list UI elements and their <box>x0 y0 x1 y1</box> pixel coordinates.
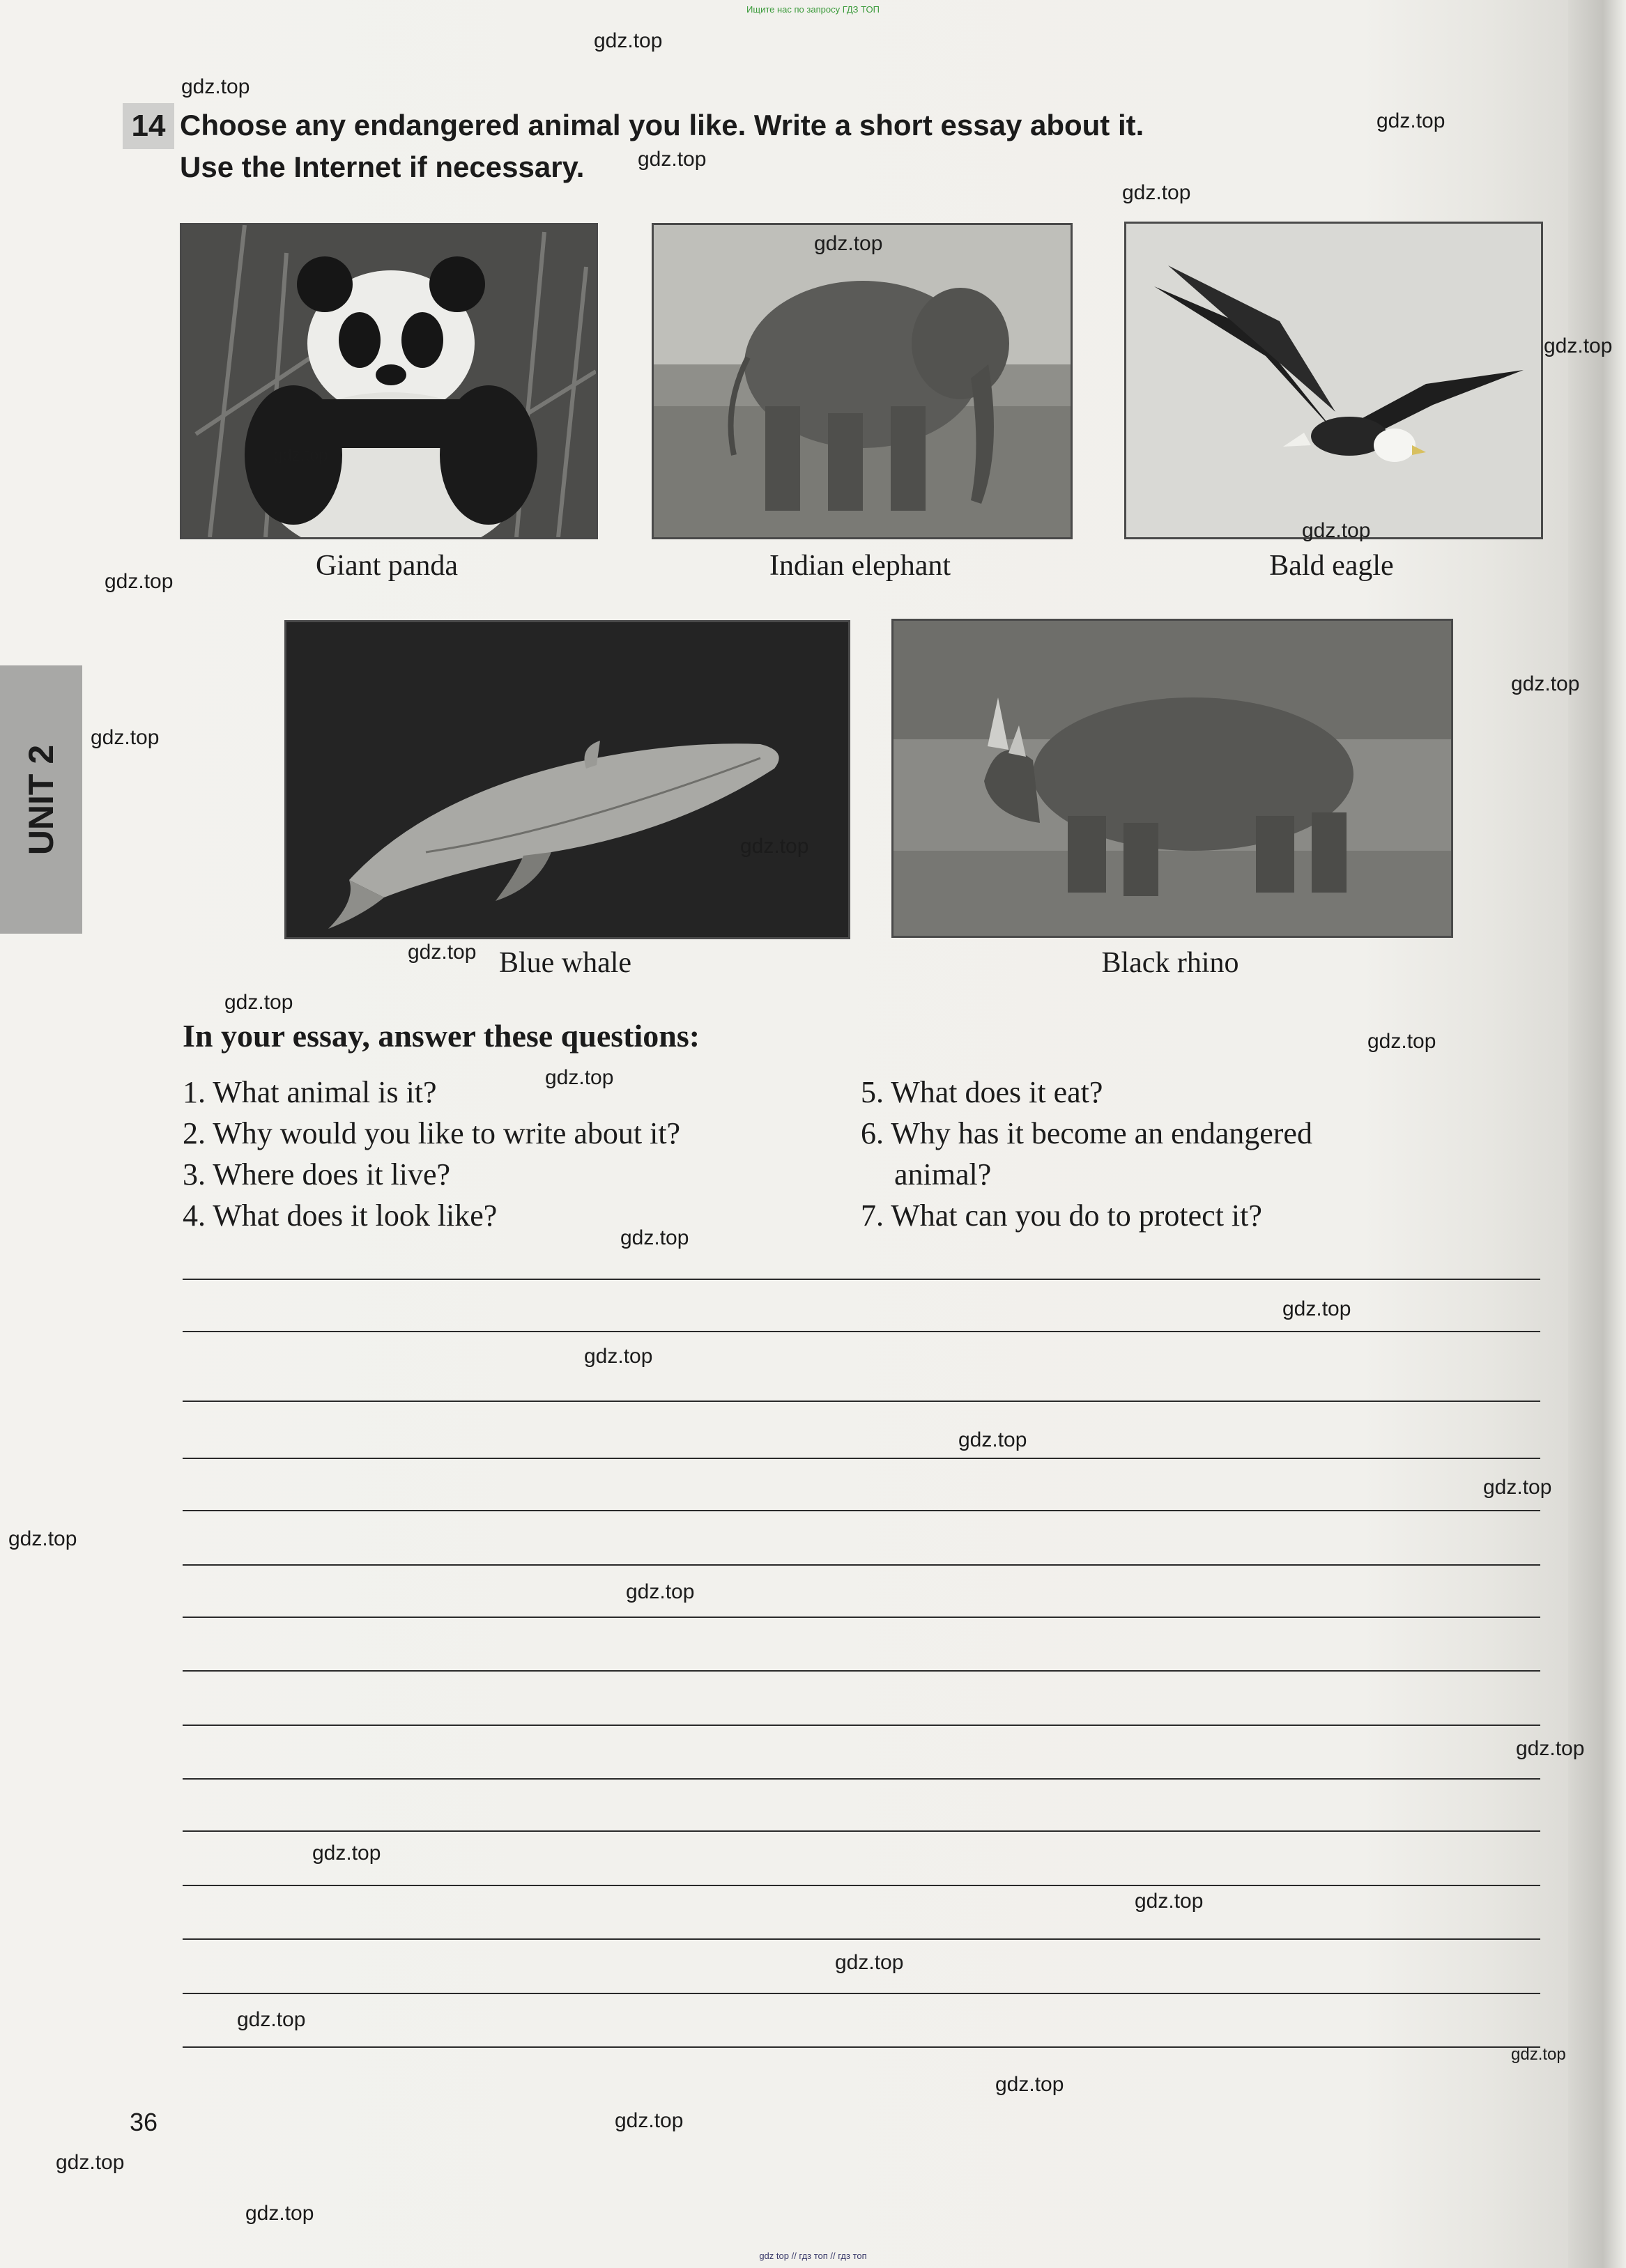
footer-note: gdz top // гдз топ // гдз топ <box>759 2251 867 2261</box>
bald-eagle-caption: Bald eagle <box>1269 550 1394 582</box>
question-6: 6. Why has it become an endangered <box>861 1116 1312 1150</box>
watermark: gdz.top <box>615 2109 684 2132</box>
answer-line[interactable] <box>183 1617 1540 1618</box>
giant-panda-caption: Giant panda <box>315 550 459 582</box>
answer-line[interactable] <box>183 1279 1540 1280</box>
watermark: gdz.top <box>312 1842 381 1865</box>
answer-line[interactable] <box>183 1670 1540 1672</box>
instruction-line-1: Choose any endangered animal you like. Write a short essay about it. <box>180 109 1144 141</box>
watermark: gdz.top <box>835 1951 904 1974</box>
watermark: gdz.top <box>740 835 809 858</box>
watermark: gdz.top <box>545 1066 614 1089</box>
blue-whale-caption: Blue whale <box>498 947 632 979</box>
answer-line[interactable] <box>183 1331 1540 1332</box>
exercise-instruction <box>180 105 1365 188</box>
watermark: gdz.top <box>1376 109 1445 132</box>
watermark: gdz.top <box>105 570 174 593</box>
page-number: 36 <box>130 2108 158 2136</box>
blue-whale-photo <box>284 620 850 939</box>
watermark: gdz.top <box>1282 1297 1351 1320</box>
watermark: gdz.top <box>1135 1890 1204 1913</box>
watermark: gdz.top <box>1367 1030 1436 1053</box>
answer-line[interactable] <box>183 1401 1540 1402</box>
indian-elephant-caption: Indian elephant <box>769 550 951 582</box>
answer-line[interactable] <box>183 1510 1540 1511</box>
black-rhino-caption: Black rhino <box>1101 947 1239 979</box>
instruction-line-2: Use the Internet if necessary. <box>180 151 585 183</box>
watermark: gdz.top <box>1516 1737 1585 1760</box>
unit-tab-label: UNIT 2 <box>22 744 61 855</box>
watermark: gdz.top <box>1511 672 1580 695</box>
bald-eagle-photo <box>1124 222 1543 539</box>
answer-line[interactable] <box>183 1564 1540 1566</box>
watermark: gdz.top <box>91 726 160 749</box>
black-rhino-photo <box>891 619 1453 938</box>
question-7: 7. What can you do to protect it? <box>861 1198 1262 1233</box>
watermark: gdz.top <box>995 2073 1064 2096</box>
watermark: gdz.top <box>1544 334 1613 357</box>
unit-tab <box>0 665 82 934</box>
answer-line[interactable] <box>183 1938 1540 1940</box>
watermark: gdz.top <box>620 1226 689 1249</box>
watermark: gdz.top <box>958 1428 1027 1451</box>
watermark: gdz.top <box>1483 1476 1552 1499</box>
watermark: gdz.top <box>56 2151 125 2174</box>
exercise-number: 14 <box>123 103 174 149</box>
watermark: gdz.top <box>245 2202 314 2225</box>
watermark: gdz.top <box>408 941 477 964</box>
answer-line[interactable] <box>183 1830 1540 1832</box>
watermark: gdz.top <box>181 75 250 98</box>
header-note: Ищите нас по запросу ГДЗ ТОП <box>746 4 880 15</box>
watermark: gdz.top <box>237 2008 306 2031</box>
question-1: 1. What animal is it? <box>183 1075 437 1109</box>
watermark: gdz.top <box>1302 519 1371 542</box>
question-4: 4. What does it look like? <box>183 1198 498 1233</box>
watermark: gdz.top <box>594 29 663 52</box>
questions-right-column <box>861 1072 1312 1236</box>
question-5: 5. What does it eat? <box>861 1075 1103 1109</box>
question-6-continued: animal? <box>894 1157 992 1191</box>
answer-line[interactable] <box>183 1458 1540 1459</box>
answer-line[interactable] <box>183 1725 1540 1726</box>
watermark: gdz.top <box>626 1580 695 1603</box>
questions-left-column <box>183 1072 680 1236</box>
question-2: 2. Why would you like to write about it? <box>183 1116 681 1150</box>
watermark: gdz.top <box>273 446 328 465</box>
answer-line[interactable] <box>183 2046 1540 2048</box>
indian-elephant-photo <box>652 223 1073 539</box>
question-3: 3. Where does it live? <box>183 1157 451 1191</box>
watermark: gdz.top <box>814 232 883 255</box>
watermark: gdz.top <box>8 1527 77 1550</box>
watermark: gdz.top <box>1511 2045 1566 2064</box>
watermark: gdz.top <box>1122 181 1191 204</box>
answer-line[interactable] <box>183 1993 1540 1994</box>
answer-line[interactable] <box>183 1778 1540 1780</box>
watermark: gdz.top <box>584 1345 653 1368</box>
watermark: gdz.top <box>224 991 293 1014</box>
watermark: gdz.top <box>638 148 707 171</box>
answer-line[interactable] <box>183 1885 1540 1886</box>
giant-panda-photo <box>180 223 598 539</box>
essay-heading: In your essay, answer these questions: <box>183 1018 700 1054</box>
